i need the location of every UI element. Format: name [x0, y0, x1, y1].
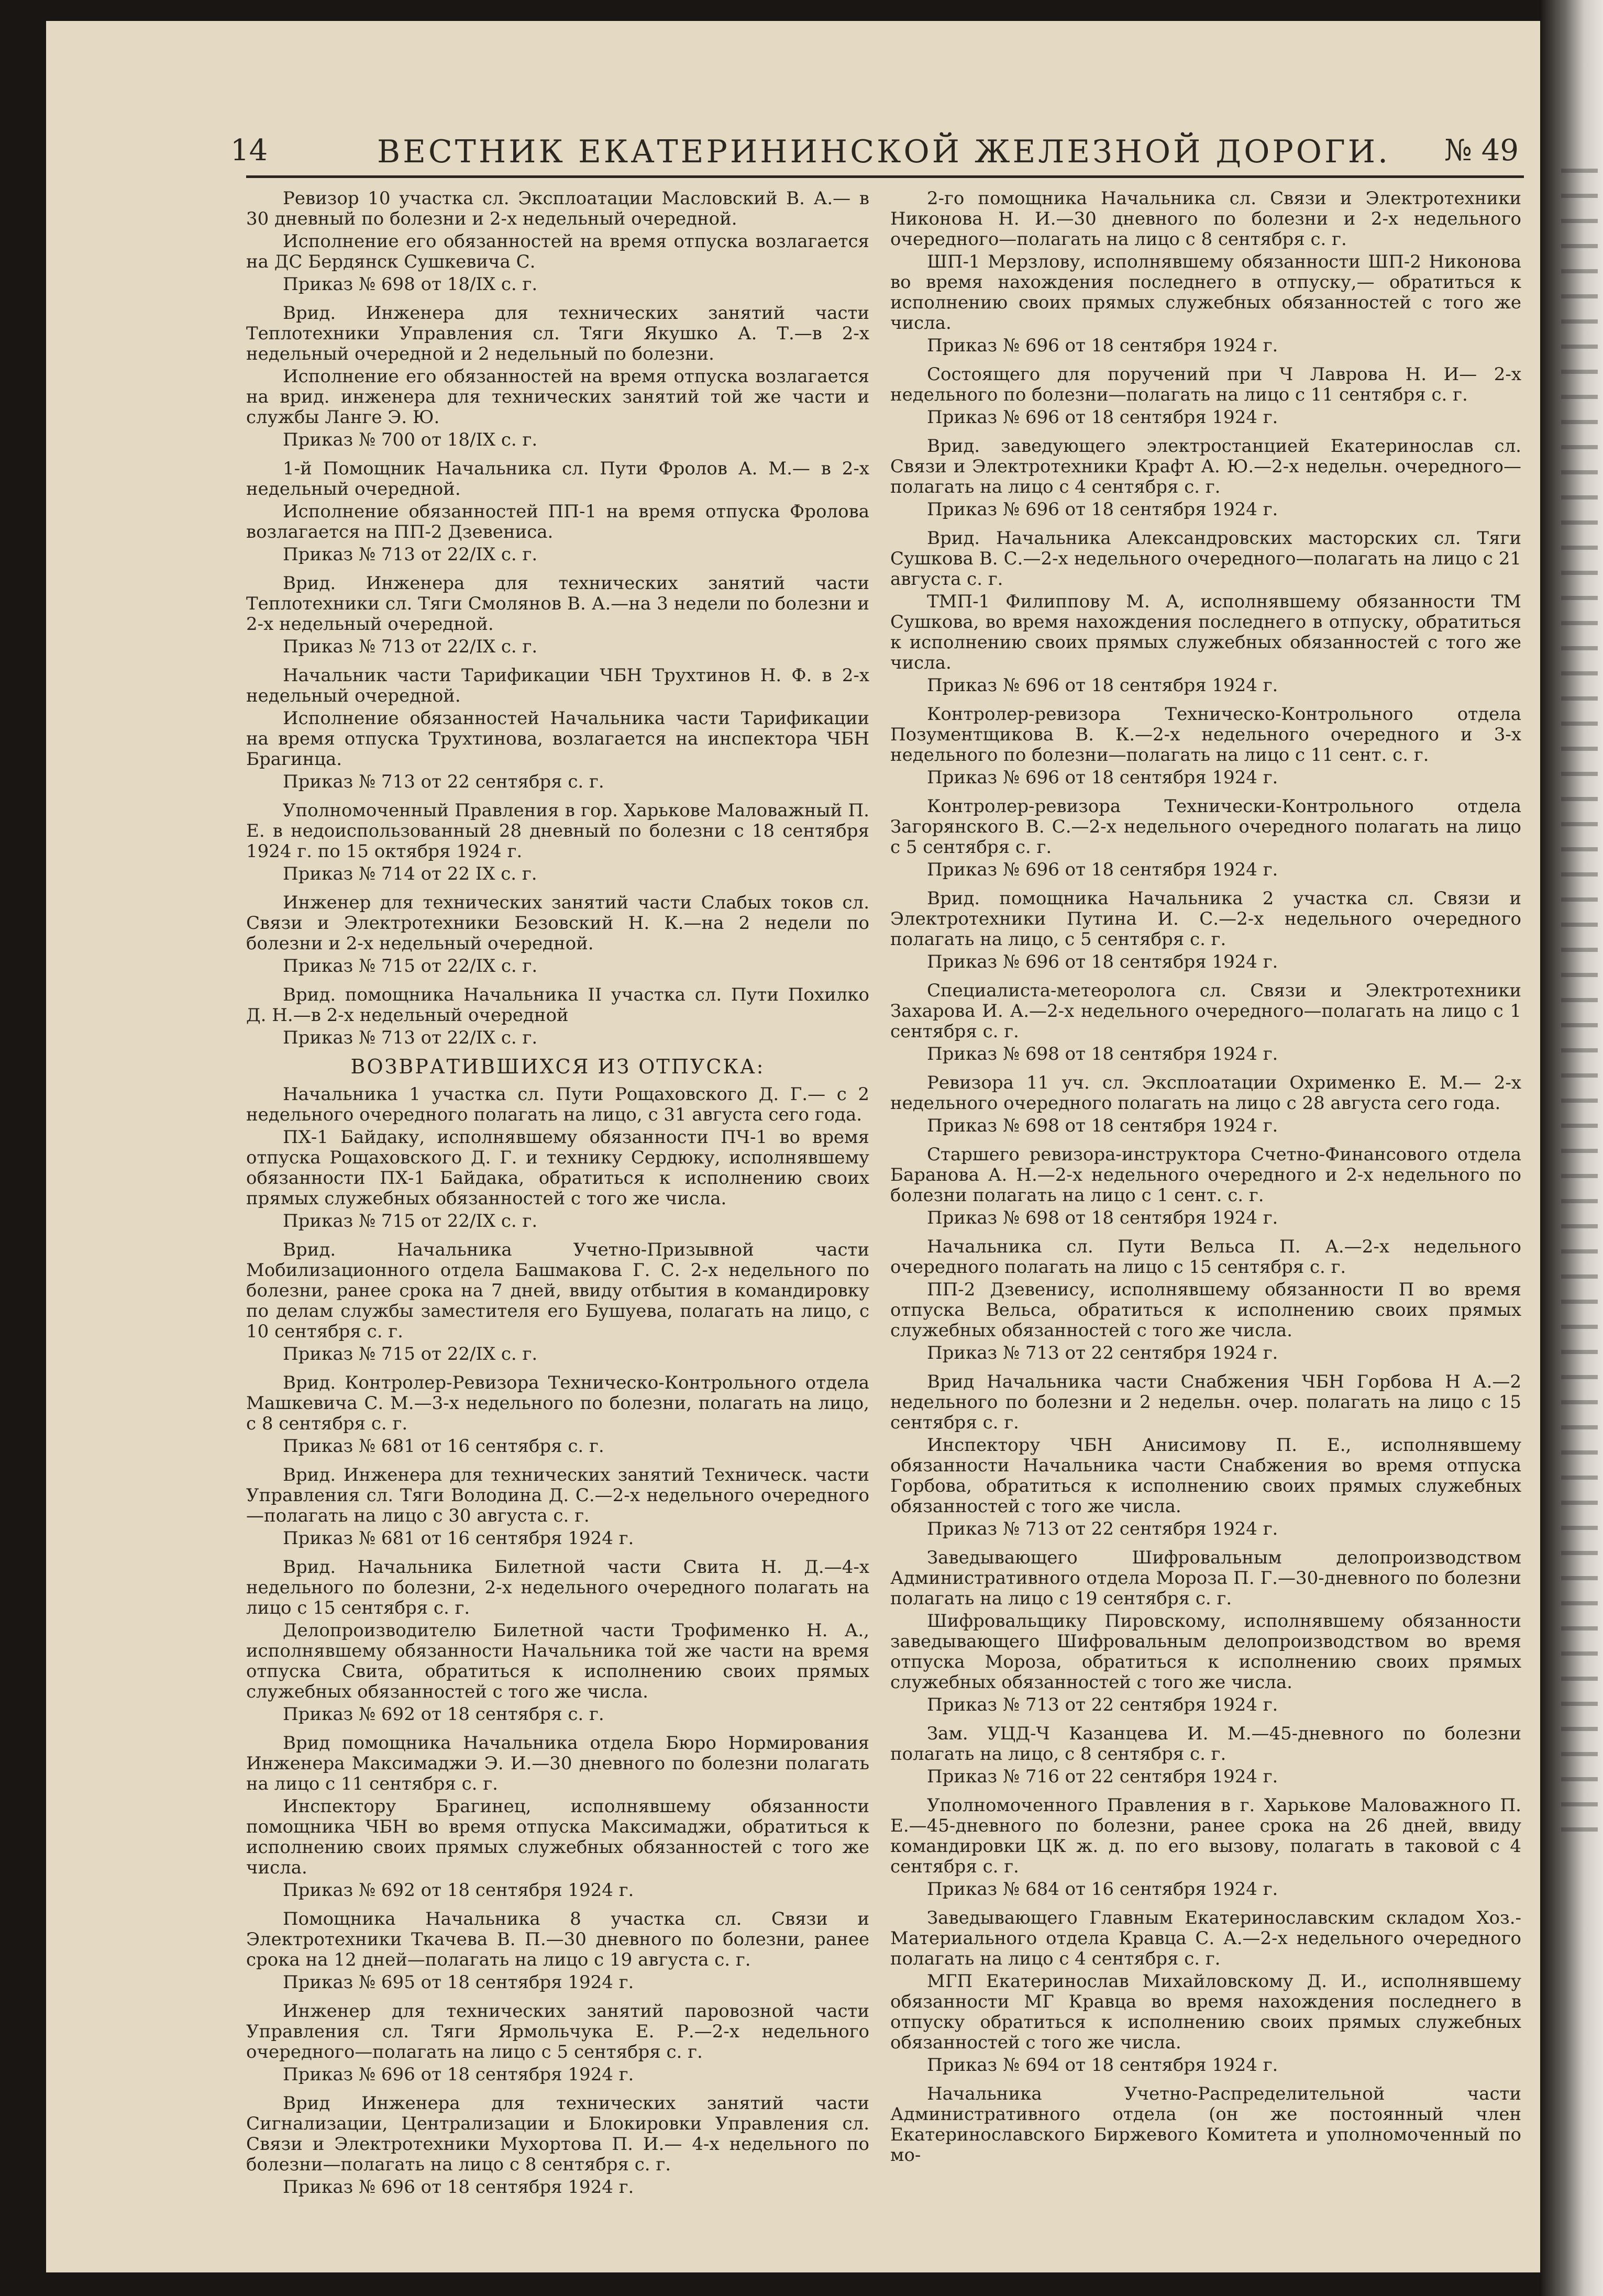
order-reference: Приказ № 696 от 18 сентября 1924 г.: [927, 335, 1278, 356]
notice-paragraph: Инженер для технических занятий части Слабых токов сл. Связи и Электротехники Безовский Н. К.—на 2 недели по болезни и 2-х недельный очередной.: [246, 892, 869, 954]
notice-paragraph: Врид Инженера для технических занятий части Сигнализации, Централизации и Блокировки Управления сл. Связи и Электротехники Мухортова П. И.— 4-х недельного по болезни—полагать на лицо с 8 сентября с. г.: [246, 2093, 869, 2175]
order-reference: Приказ № 698 от 18 сентября 1924 г.: [927, 1207, 1278, 1228]
notice-paragraph: Начальник части Тарификации ЧБН Трухтинов Н. Ф. в 2-х недельный очередной.: [246, 665, 869, 706]
order-reference: Приказ № 713 от 22 сентября 1924 г.: [927, 1518, 1278, 1539]
page-number: 14: [230, 134, 268, 168]
notice-paragraph: Делопроизводителю Билетной части Трофименко Н. А., исполнявшему обязанности Начальника той же части на время отпуска Свита, обратиться к исполнению своих прямых служебных обязанностей с того же числа.: [246, 1620, 869, 1702]
order-reference: Приказ № 715 от 22/IX с. г.: [283, 956, 538, 977]
notice-paragraph: Врид. Инженера для технических занятий части Теплотехники Управления сл. Тяги Якушко А. Т.—в 2-х недельный очередной и 2 недельный по болезни.: [246, 303, 869, 364]
order-reference: Приказ № 713 от 22 сентября 1924 г.: [927, 1694, 1278, 1715]
order-reference: Приказ № 696 от 18 сентября 1924 г.: [927, 407, 1278, 428]
order-reference: Приказ № 700 от 18/IX с. г.: [283, 429, 538, 450]
order-reference: Приказ № 696 от 18 сентября 1924 г.: [927, 675, 1278, 696]
order-reference: Приказ № 681 от 16 сентября 1924 г.: [283, 1528, 634, 1549]
order-reference: Приказ № 684 от 16 сентября 1924 г.: [927, 1879, 1278, 1900]
notice-paragraph: Врид. Контролер-Ревизора Техническо-Контрольного отдела Машкевича С. М.—3-х недельного по болезни, полагать на лицо, с 8 сентября с. г.: [246, 1372, 869, 1434]
notice-paragraph: Врид. помощника Начальника II участка сл. Пути Похилко Д. Н.—в 2-х недельный очередной: [246, 984, 869, 1026]
notice-paragraph: Помощника Начальника 8 участка сл. Связи и Электротехники Ткачева В. П.—30 дневного по болезни, ранее срока на 12 дней—полагать на лицо с 19 августа с. г.: [246, 1909, 869, 1970]
notice-paragraph: Врид. Начальника Учетно-Призывной части Мобилизационного отдела Башмакова Г. С. 2-х недельного по болезни, ранее срока на 7 дней, ввиду отбытия в командировку по делам службы заместителя его Бушуева, полагать на лицо, с 10 сентября с. г.: [246, 1239, 869, 1342]
notice-paragraph: ПП-2 Дзевенису, исполнявшему обязанности П во время отпуска Вельса, обратиться к исполнению своих прямых служебных обязанностей с того же числа.: [890, 1279, 1521, 1341]
section-heading-returned: ВОЗВРАТИВШИХСЯ ИЗ ОТПУСКА:: [350, 1055, 765, 1078]
notice-paragraph: 2-го помощника Начальника сл. Связи и Электротехники Никонова Н. И.—30 дневного по болезни и 2-х недельного очередного—полагать на лицо с 8 сентября с. г.: [890, 188, 1521, 250]
order-reference: Приказ № 696 от 18 сентября 1924 г.: [283, 2177, 634, 2198]
adjacent-page-text-lines: [1561, 157, 1598, 1833]
notice-paragraph: Уполномоченного Правления в г. Харькове Маловажного П. Е.—45-дневного по болезни, ранее срока на 26 дней, ввиду командировки ЦК ж. д. по его вызову, полагать в таковой с 4 сентября с. г.: [890, 1795, 1521, 1877]
order-reference: Приказ № 698 от 18/IX с. г.: [283, 274, 538, 295]
notice-paragraph: МГП Екатеринослав Михайловскому Д. И., исполнявшему обязанности МГ Кравца во время нахождения последнего в отпуску обратиться к исполнению своих прямых служебных обязанностей с того же числа.: [890, 1971, 1521, 2053]
notice-paragraph: Врид. Инженера для технических занятий Техническ. части Управления сл. Тяги Володина Д. С.—2-х недельного очередного—полагать на лицо с 30 августа с. г.: [246, 1465, 869, 1526]
notice-paragraph: Ревизора 11 уч. сл. Эксплоатации Охрименко Е. М.— 2-х недельного очередного полагать на лицо с 28 августа сего года.: [890, 1072, 1521, 1114]
notice-paragraph: Заведывающего Шифровальным делопроизводством Административного отдела Мороза П. Г.—30-дневного по болезни полагать на лицо с 19 сентября с. г.: [890, 1547, 1521, 1609]
notice-paragraph: Врид помощника Начальника отдела Бюро Нормирования Инженера Максимаджи Э. И.—30 дневного по болезни полагать на лицо с 11 сентября с. г.: [246, 1733, 869, 1794]
order-reference: Приказ № 715 от 22/IX с. г.: [283, 1211, 538, 1232]
order-reference: Приказ № 713 от 22 сентября с. г.: [283, 771, 604, 792]
order-reference: Приказ № 716 от 22 сентября 1924 г.: [927, 1766, 1278, 1787]
notice-paragraph: Состоящего для поручений при Ч Лаврова Н. И— 2-х недельного по болезни—полагать на лицо с 11 сентября с. г.: [890, 364, 1521, 405]
notice-paragraph: Врид. Инженера для технических занятий части Теплотехники сл. Тяги Смолянов В. А.—на 3 недели по болезни и 2-х недельный очередной.: [246, 573, 869, 635]
newspaper-title: ВЕСТНИК ЕКАТЕРИНИНСКОЙ ЖЕЛЕЗНОЙ ДОРОГИ.: [377, 134, 1391, 170]
order-reference: Приказ № 713 от 22/IX с. г.: [283, 1027, 538, 1048]
adjacent-page-edge: [1540, 0, 1603, 2296]
notice-paragraph: Заведывающего Главным Екатеринославским складом Хоз.-Материального отдела Кравца С. А.—2-х недельного очередного полагать на лицо с 4 сентября с. г.: [890, 1907, 1521, 1969]
notice-paragraph: ШП-1 Мерзлову, исполнявшему обязанности ШП-2 Никонова во время нахождения последнего в отпуску,— обратиться к исполнению своих прямых служебных обязанностей с того же числа.: [890, 251, 1521, 334]
notice-paragraph: Инспектору ЧБН Анисимову П. Е., исполнявшему обязанности Начальника части Снабжения во время отпуска Горбова, обратиться к исполнению своих прямых служебных обязанностей с того же числа.: [890, 1435, 1521, 1517]
notice-paragraph: Зам. УЦД-Ч Казанцева И. М.—45-дневного по болезни полагать на лицо, с 8 сентября с. г.: [890, 1723, 1521, 1765]
order-reference: Приказ № 694 от 18 сентября 1924 г.: [927, 2055, 1278, 2076]
notice-paragraph: Старшего ревизора-инструктора Счетно-Финансового отдела Баранова А. Н.—2-х недельного очередного и 2-х недельного по болезни полагать на лицо с 1 сент. с. г.: [890, 1144, 1521, 1206]
notice-paragraph: Исполнение обязанностей Начальника части Тарификации на время отпуска Трухтинова, возлагается на инспектора ЧБН Брагинца.: [246, 708, 869, 770]
notice-paragraph: Начальника 1 участка сл. Пути Рощаховского Д. Г.— с 2 недельного очередного полагать на лицо, с 31 августа сего года.: [246, 1084, 869, 1125]
order-reference: Приказ № 696 от 18 сентября 1924 г.: [283, 2064, 634, 2085]
notice-paragraph: Врид. заведующего электростанцией Екатеринослав сл. Связи и Электротехники Крафт А. Ю.—2-х недельн. очередного—полагать на лицо с 4 сентября с. г.: [890, 436, 1521, 497]
header-rule: [246, 175, 1524, 178]
order-reference: Приказ № 692 от 18 сентября с. г.: [283, 1704, 604, 1725]
notice-paragraph: Контролер-ревизора Технически-Контрольного отдела Загорянского В. С.—2-х недельного очередного полагать на лицо с 5 сентября с. г.: [890, 796, 1521, 858]
notice-paragraph: Врид Начальника части Снабжения ЧБН Горбова Н А.—2 недельного по болезни и 2 недельн. очер. полагать на лицо с 15 сентября с. г.: [890, 1371, 1521, 1433]
notice-paragraph: Исполнение его обязанностей на время отпуска возлагается на ДС Бердянск Сушкевича С.: [246, 231, 869, 272]
notice-paragraph: Врид. Начальника Александровских масторских сл. Тяги Сушкова В. С.—2-х недельного очередного—полагать на лицо с 21 августа с. г.: [890, 528, 1521, 590]
notice-paragraph: Начальника сл. Пути Вельса П. А.—2-х недельного очередного полагать на лицо с 15 сентября с. г.: [890, 1236, 1521, 1278]
order-reference: Приказ № 713 от 22 сентября 1924 г.: [927, 1343, 1278, 1363]
order-reference: Приказ № 713 от 22/IX с. г.: [283, 544, 538, 565]
left-column: [246, 188, 869, 2206]
notice-paragraph: Шифровальщику Пировскому, исполнявшему обязанности заведывающего Шифровальным делопроизводством во время отпуска Мороза, обратиться к исполнению своих прямых служебных обязанностей с того же числа.: [890, 1611, 1521, 1693]
order-reference: Приказ № 696 от 18 сентября 1924 г.: [927, 767, 1278, 788]
notice-paragraph: Уполномоченный Правления в гор. Харькове Маловажный П. Е. в недоиспользованный 28 дневный по болезни с 18 сентября 1924 г. по 15 октября 1924 г.: [246, 800, 869, 862]
order-reference: Приказ № 695 от 18 сентября 1924 г.: [283, 1972, 634, 1993]
notice-paragraph: Ревизор 10 участка сл. Эксплоатации Масловский В. А.— в 30 дневный по болезни и 2-х недельный очередной.: [246, 188, 869, 229]
notice-paragraph: Врид. помощника Начальника 2 участка сл. Связи и Электротехники Путина И. С.—2-х недельного очередного полагать на лицо, с 5 сентября с. г.: [890, 888, 1521, 950]
right-column: [890, 188, 1521, 2168]
issue-number: № 49: [1444, 134, 1519, 168]
notice-paragraph: Инженер для технических занятий паровозной части Управления сл. Тяги Ярмольчука Е. Р.—2-х недельного очередного—полагать на лицо с 5 сентября с. г.: [246, 2001, 869, 2062]
notice-paragraph: Начальника Учетно-Распределительной части Административного отдела (он же постоянный член Екатеринославского Биржевого Комитета и уполномоченный по мо-: [890, 2083, 1521, 2166]
notice-paragraph: Контролер-ревизора Техническо-Контрольного отдела Позументщикова В. К.—2-х недельного очередного и 3-х недельного по болезни—полагать на лицо с 11 сент. с. г.: [890, 704, 1521, 766]
notice-paragraph: 1-й Помощник Начальника сл. Пути Фролов А. М.— в 2-х недельный очередной.: [246, 458, 869, 500]
order-reference: Приказ № 698 от 18 сентября 1924 г.: [927, 1044, 1278, 1064]
notice-paragraph: Инспектору Брагинец, исполнявшему обязанности помощника ЧБН во время отпуска Максимаджи, обратиться к исполнению своих прямых служебных обязанностей с того же числа.: [246, 1796, 869, 1878]
notice-paragraph: Врид. Начальника Билетной части Свита Н. Д.—4-х недельного по болезни, 2-х недельного очередного полагать на лицо с 15 сентября с. г.: [246, 1557, 869, 1618]
notice-paragraph: Специалиста-метеоролога сл. Связи и Электротехники Захарова И. А.—2-х недельного очередного—полагать на лицо с 1 сентября с. г.: [890, 980, 1521, 1042]
notice-paragraph: Исполнение его обязанностей на время отпуска возлагается на врид. инженера для технических занятий той же части и службы Ланге Э. Ю.: [246, 366, 869, 428]
notice-paragraph: Исполнение обязанностей ПП-1 на время отпуска Фролова возлагается на ПП-2 Дзевениса.: [246, 501, 869, 542]
page-header: [230, 134, 1519, 181]
order-reference: Приказ № 696 от 18 сентября 1924 г.: [927, 499, 1278, 520]
order-reference: Приказ № 696 от 18 сентября 1924 г.: [927, 859, 1278, 880]
notice-paragraph: ПХ-1 Байдаку, исполнявшему обязанности ПЧ-1 во время отпуска Рощаховского Д. Г. и технику Сердюку, исполнявшему обязанности ПХ-1 Байдака, обратиться к исполнению своих прямых служебных обязанностей с того же числа.: [246, 1127, 869, 1209]
order-reference: Приказ № 713 от 22/IX с. г.: [283, 636, 538, 657]
order-reference: Приказ № 696 от 18 сентября 1924 г.: [927, 951, 1278, 972]
order-reference: Приказ № 715 от 22/IX с. г.: [283, 1344, 538, 1365]
order-reference: Приказ № 714 от 22 IX с. г.: [283, 863, 537, 884]
order-reference: Приказ № 698 от 18 сентября 1924 г.: [927, 1115, 1278, 1136]
order-reference: Приказ № 692 от 18 сентября 1924 г.: [283, 1880, 634, 1901]
order-reference: Приказ № 681 от 16 сентября с. г.: [283, 1436, 604, 1457]
notice-paragraph: ТМП-1 Филиппову М. А, исполнявшему обязанности ТМ Сушкова, во время нахождения последнего в отпуску, обратиться к исполнению своих прямых служебных обязанностей с того же числа.: [890, 591, 1521, 673]
